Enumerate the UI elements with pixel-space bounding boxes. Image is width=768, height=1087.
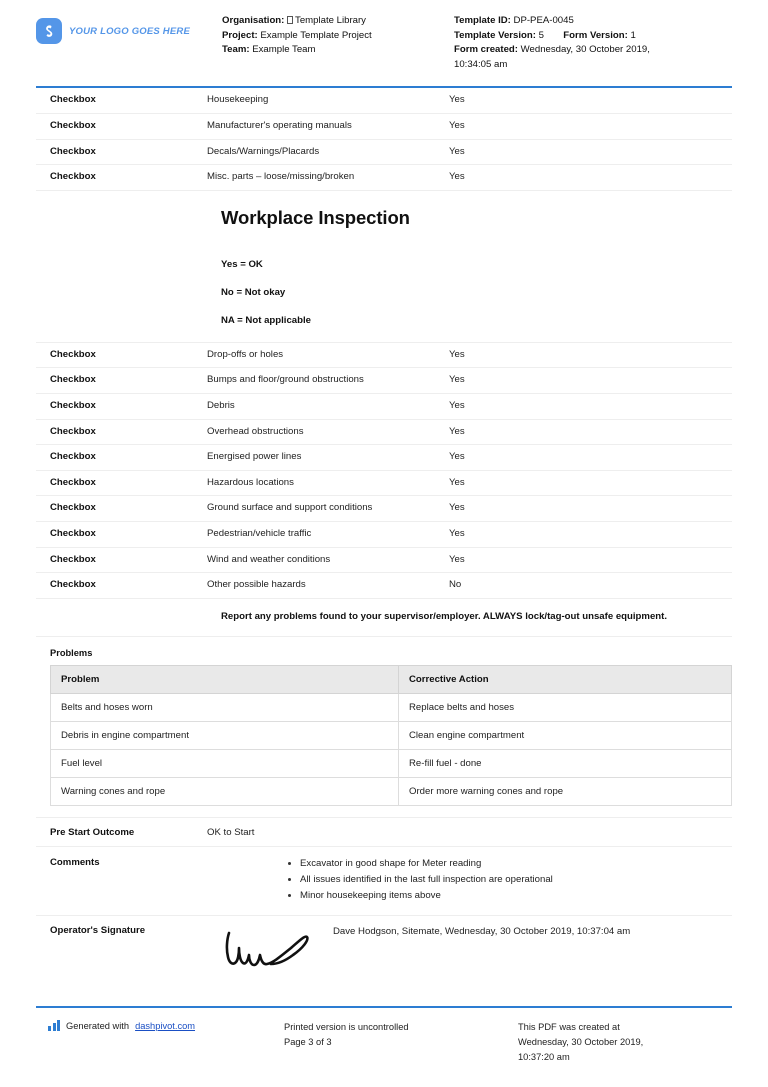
signature-label: Operator's Signature (50, 924, 146, 936)
checklist-top (36, 88, 732, 190)
footer-printed-line1: Printed version is uncontrolled (284, 1022, 409, 1032)
checklist-row-item: Drop-offs or holes (207, 348, 284, 360)
signature-meta: Dave Hodgson, Sitemate, Wednesday, 30 October 2019, 10:37:04 am (333, 925, 631, 937)
comment-item: Minor housekeeping items above (288, 888, 732, 904)
column-header-problem: Problem (51, 665, 399, 693)
corrective-action-cell: Clean engine compartment (399, 721, 732, 749)
signature-image (221, 923, 329, 980)
document-footer (36, 1006, 732, 1065)
template-id-value: DP-PEA-0045 (513, 15, 574, 26)
checklist-row (36, 114, 732, 140)
checklist-row-type: Checkbox (50, 476, 96, 488)
footer-created-line2: Wednesday, 30 October 2019, (518, 1037, 644, 1047)
checklist-row-item: Ground surface and support conditions (207, 502, 373, 514)
comments-list (221, 856, 732, 904)
checklist-hazards (36, 343, 732, 599)
comments-row (36, 847, 732, 916)
comment-item: All issues identified in the last full inspection are operational (288, 872, 732, 888)
missing-glyph-icon (287, 16, 293, 25)
checklist-row-answer: Yes (449, 348, 465, 360)
organisation-line (222, 14, 454, 29)
footer-generated-block (36, 1020, 284, 1031)
column-header-corrective-action: Corrective Action (399, 665, 732, 693)
footer-page-number: Page 3 of 3 (284, 1037, 332, 1047)
checklist-row-answer: Yes (449, 527, 465, 539)
checklist-row-answer: Yes (449, 502, 465, 514)
corrective-action-cell: Replace belts and hoses (399, 693, 732, 721)
team-label: Team: (222, 44, 250, 56)
template-id-label: Template ID: (454, 15, 511, 26)
footer-printed-block (284, 1020, 518, 1050)
table-row (51, 693, 732, 721)
comment-item: Excavator in good shape for Meter reading (288, 856, 732, 872)
checklist-row-item: Debris (207, 399, 235, 411)
form-created-line (454, 43, 732, 58)
problems-table-header-row (51, 665, 732, 693)
form-version-label: Form Version: (563, 29, 628, 41)
legend-na: NA = Not applicable (221, 314, 312, 326)
checklist-row (36, 343, 732, 369)
checklist-row (36, 140, 732, 166)
checklist-row (36, 496, 732, 522)
checklist-row-type: Checkbox (50, 374, 96, 386)
form-created-value: Wednesday, 30 October 2019, (520, 44, 650, 56)
footer-created-line1: This PDF was created at (518, 1022, 620, 1032)
checklist-row-answer: Yes (449, 399, 465, 411)
template-version-label: Template Version: (454, 29, 536, 41)
checklist-row-answer: Yes (449, 451, 465, 463)
checklist-row-type: Checkbox (50, 553, 96, 565)
form-version-value: 1 (630, 29, 636, 41)
report-note-block (36, 599, 732, 637)
checklist-row (36, 548, 732, 574)
organisation-label: Organisation: (222, 15, 285, 26)
checklist-row (36, 88, 732, 114)
problem-cell: Belts and hoses worn (51, 693, 399, 721)
checklist-row (36, 394, 732, 420)
checklist-row-item: Bumps and floor/ground obstructions (207, 374, 364, 386)
logo-placeholder-text: YOUR LOGO GOES HERE (69, 25, 190, 37)
form-created-label: Form created: (454, 44, 518, 56)
checklist-row (36, 368, 732, 394)
checklist-row (36, 471, 732, 497)
signature-row (36, 916, 732, 981)
footer-generated-prefix: Generated with (66, 1020, 130, 1031)
problems-section-label: Problems (50, 647, 93, 658)
project-line (222, 29, 454, 44)
checklist-row-item: Housekeeping (207, 94, 269, 106)
comments-label: Comments (50, 856, 100, 868)
checklist-row-type: Checkbox (50, 348, 96, 360)
checklist-row-item: Overhead obstructions (207, 425, 304, 437)
problem-cell: Warning cones and rope (51, 777, 399, 805)
checklist-row (36, 165, 732, 191)
checklist-row-type: Checkbox (50, 527, 96, 539)
template-version-value: 5 (538, 29, 544, 41)
team-line (222, 43, 454, 58)
bar-chart-icon (48, 1020, 60, 1031)
checklist-row-answer: Yes (449, 553, 465, 565)
checklist-row-answer: Yes (449, 145, 465, 157)
document-header (36, 0, 732, 80)
checklist-row-answer: Yes (449, 374, 465, 386)
checklist-row-type: Checkbox (50, 119, 96, 131)
checklist-row-answer: Yes (449, 119, 465, 131)
header-meta-left (222, 14, 454, 58)
checklist-row-answer: No (449, 579, 462, 591)
pre-start-outcome-row (36, 817, 732, 847)
checklist-row-type: Checkbox (50, 399, 96, 411)
footer-divider (36, 1006, 732, 1008)
checklist-row-type: Checkbox (50, 579, 96, 591)
checklist-row-item: Pedestrian/vehicle traffic (207, 527, 312, 539)
pre-start-outcome-value: OK to Start (207, 826, 255, 838)
table-row (51, 721, 732, 749)
project-value: Example Template Project (260, 29, 372, 41)
checklist-row (36, 573, 732, 599)
workplace-inspection-section (36, 191, 732, 343)
template-id-line (454, 14, 732, 29)
form-created-time: 10:34:05 am (454, 58, 508, 70)
checklist-row-type: Checkbox (50, 425, 96, 437)
checklist-row-type: Checkbox (50, 171, 96, 183)
header-meta-right (454, 14, 732, 72)
table-row (51, 777, 732, 805)
checklist-row-answer: Yes (449, 171, 465, 183)
checklist-row (36, 420, 732, 446)
pre-start-outcome-label: Pre Start Outcome (50, 826, 135, 838)
corrective-action-cell: Order more warning cones and rope (399, 777, 732, 805)
table-row (51, 749, 732, 777)
checklist-row-type: Checkbox (50, 145, 96, 157)
corrective-action-cell: Re-fill fuel - done (399, 749, 732, 777)
organisation-value: Template Library (295, 15, 366, 26)
checklist-row-item: Misc. parts – loose/missing/broken (207, 171, 355, 183)
dashpivot-link[interactable]: dashpivot.com (135, 1020, 196, 1031)
checklist-row-item: Wind and weather conditions (207, 553, 331, 565)
problem-cell: Fuel level (51, 749, 399, 777)
footer-created-block (518, 1020, 732, 1065)
checklist-row-item: Energised power lines (207, 451, 302, 463)
legend-no: No = Not okay (221, 286, 286, 298)
checklist-row-answer: Yes (449, 425, 465, 437)
legend-yes: Yes = OK (221, 258, 263, 270)
checklist-row-item: Hazardous locations (207, 476, 294, 488)
checklist-row-item: Decals/Warnings/Placards (207, 145, 320, 157)
logo-block (36, 14, 222, 44)
section-title: Workplace Inspection (221, 206, 410, 228)
version-line (454, 29, 732, 44)
team-value: Example Team (252, 44, 316, 56)
problems-table (50, 665, 732, 806)
project-label: Project: (222, 29, 258, 41)
sitemate-logo-icon (36, 18, 62, 44)
checklist-row-type: Checkbox (50, 502, 96, 514)
report-note-text: Report any problems found to your supervisor/employer. ALWAYS lock/tag-out unsafe equipment. (221, 610, 667, 622)
checklist-row-type: Checkbox (50, 451, 96, 463)
checklist-row-item: Other possible hazards (207, 579, 306, 591)
checklist-row-type: Checkbox (50, 94, 96, 106)
checklist-row-item: Manufacturer's operating manuals (207, 119, 352, 131)
checklist-row (36, 445, 732, 471)
problem-cell: Debris in engine compartment (51, 721, 399, 749)
checklist-row-answer: Yes (449, 94, 465, 106)
checklist-row-answer: Yes (449, 476, 465, 488)
footer-created-line3: 10:37:20 am (518, 1052, 570, 1062)
problems-section (36, 637, 732, 806)
checklist-row (36, 522, 732, 548)
